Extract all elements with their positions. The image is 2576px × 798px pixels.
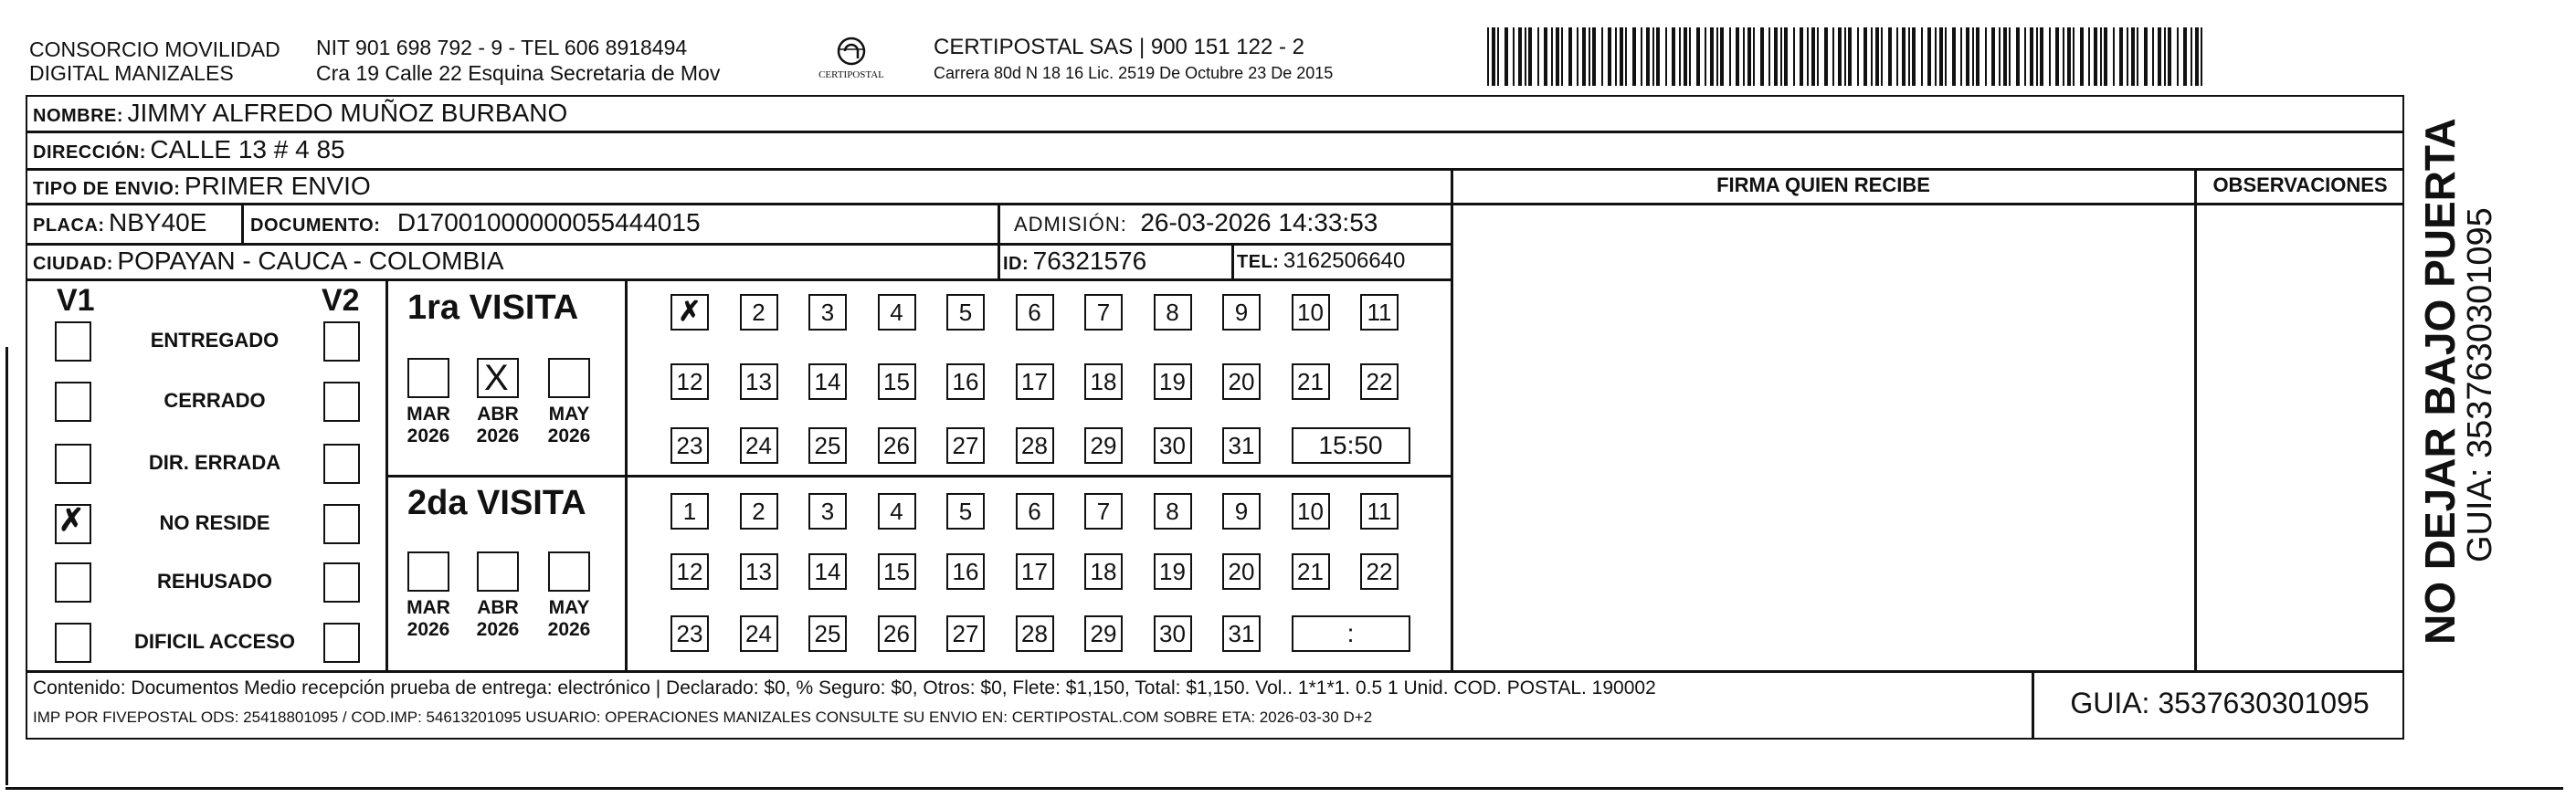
day-checkbox[interactable] <box>1222 294 1261 331</box>
day-number: 27 <box>952 432 979 459</box>
v2-checkbox[interactable] <box>323 562 360 603</box>
day-number: 21 <box>1297 558 1324 585</box>
courier-name: CERTIPOSTAL SAS | 900 151 122 - 2 <box>934 35 1304 59</box>
day-number: 2 <box>752 498 765 525</box>
day-number: 22 <box>1366 558 1393 585</box>
footer-imp: IMP POR FIVEPOSTAL ODS: 25418801095 / COD.IMP: 54613201095 USUARIO: OPERACIONES MANIZALES CONSULTE SU ENVIO EN: CERTIPOSTAL.COM SOBRE ETA: 2026-03-30 D+2 <box>33 709 1373 726</box>
admision-value: 26-03-2026 14:33:53 <box>1140 208 1378 236</box>
day-checkbox[interactable] <box>946 553 985 590</box>
row-divider <box>26 670 2404 673</box>
day-checkbox[interactable] <box>878 427 916 464</box>
visit-time-field[interactable]: : <box>1292 615 1410 652</box>
day-number: 20 <box>1228 558 1255 585</box>
reason-label: DIFICIL ACCESO <box>133 630 295 653</box>
day-number: 8 <box>1166 498 1179 525</box>
day-number: 11 <box>1367 299 1392 326</box>
row-divider <box>26 168 2404 171</box>
day-number: 25 <box>814 432 841 459</box>
row-divider <box>26 278 1451 281</box>
day-checkbox[interactable] <box>1292 294 1330 331</box>
ciudad-cell <box>33 247 504 276</box>
month-checkbox[interactable] <box>548 358 590 398</box>
reason-label: ENTREGADO <box>150 329 280 352</box>
day-number: 3 <box>820 299 835 326</box>
day-checkbox[interactable] <box>1084 615 1123 652</box>
day-number: 25 <box>814 620 841 647</box>
day-number: 27 <box>952 620 979 647</box>
documento-cell <box>250 208 701 237</box>
day-number: 13 <box>745 368 772 395</box>
visit1-title: 1ra VISITA <box>407 289 579 327</box>
visit2-title: 2da VISITA <box>407 484 586 522</box>
day-number: 16 <box>952 368 979 395</box>
day-number: 20 <box>1228 368 1255 395</box>
month-checkbox[interactable] <box>407 358 449 398</box>
v2-checkbox[interactable] <box>323 321 360 362</box>
v2-checkbox[interactable] <box>323 382 360 422</box>
year-label: 2026 <box>406 619 450 640</box>
check-mark-icon: ✗ <box>58 503 85 538</box>
day-checkbox[interactable] <box>740 294 778 331</box>
ciudad-label: CIUDAD: <box>33 254 113 274</box>
year-label: 2026 <box>547 425 591 446</box>
day-checkbox[interactable] <box>946 294 985 331</box>
day-checkbox[interactable] <box>1084 294 1123 331</box>
day-number: 19 <box>1159 368 1186 395</box>
certipostal-logo-icon <box>815 31 888 89</box>
day-number: 13 <box>745 558 772 585</box>
day-number: 10 <box>1297 498 1324 525</box>
day-checkbox[interactable] <box>670 615 709 652</box>
col-divider <box>241 203 244 243</box>
day-checkbox[interactable] <box>1154 553 1192 590</box>
day-number: 29 <box>1090 432 1117 459</box>
day-number: 26 <box>883 620 910 647</box>
day-number: 22 <box>1366 368 1393 395</box>
day-number: 21 <box>1297 368 1324 395</box>
nombre-label: NOMBRE: <box>33 106 124 126</box>
reason-label: NO RESIDE <box>159 511 270 534</box>
logo-text: CERTIPOSTAL <box>818 69 884 80</box>
day-checkbox[interactable] <box>1016 363 1054 400</box>
day-number: 23 <box>676 432 703 459</box>
day-number: 30 <box>1159 620 1186 647</box>
day-checkbox[interactable] <box>670 294 709 331</box>
v1-checkbox[interactable] <box>55 382 91 422</box>
day-checkbox[interactable] <box>670 427 709 464</box>
col-divider <box>1231 243 1234 279</box>
day-check-mark: ✗ <box>678 297 702 327</box>
day-checkbox[interactable] <box>808 363 847 400</box>
day-checkbox[interactable] <box>1222 363 1261 400</box>
day-checkbox[interactable] <box>1016 427 1054 464</box>
day-number: 4 <box>890 498 903 525</box>
day-checkbox[interactable] <box>1084 363 1123 400</box>
documento-value: D17001000000055444015 <box>396 208 701 236</box>
sender-company-line1: CONSORCIO MOVILIDAD <box>29 37 280 61</box>
day-number: 6 <box>1028 299 1041 326</box>
day-number: 24 <box>745 432 772 459</box>
row-divider <box>385 475 1451 478</box>
v1-checkbox[interactable] <box>55 321 91 362</box>
id-label: ID: <box>1003 254 1029 274</box>
day-number: 7 <box>1096 498 1111 525</box>
sender-nit: NIT 901 698 792 - 9 - TEL 606 8918494 <box>316 36 688 59</box>
day-number: 17 <box>1021 558 1048 585</box>
row-divider <box>26 131 2404 133</box>
v2-checkbox[interactable] <box>323 623 360 663</box>
tipo-envio-row <box>33 172 371 201</box>
v1-header: V1 <box>57 283 95 318</box>
day-checkbox[interactable] <box>1084 493 1123 530</box>
day-checkbox[interactable] <box>878 294 916 331</box>
day-checkbox[interactable] <box>1154 294 1192 331</box>
day-number: 10 <box>1297 299 1324 326</box>
documento-label: DOCUMENTO: <box>250 215 381 236</box>
tel-cell <box>1237 248 1405 274</box>
v1-checkbox[interactable] <box>55 562 91 603</box>
day-checkbox[interactable] <box>808 553 847 590</box>
barcode <box>1485 27 2216 89</box>
month-checkbox[interactable] <box>548 551 590 592</box>
day-checkbox[interactable] <box>1292 493 1330 530</box>
v1-checkbox[interactable] <box>55 444 91 484</box>
day-number: 2 <box>752 299 765 326</box>
col-divider <box>1451 168 1453 670</box>
direccion-row <box>33 135 345 164</box>
observations-area[interactable] <box>2200 206 2401 667</box>
day-checkbox[interactable] <box>740 553 778 590</box>
bottom-edge-line <box>5 787 2563 790</box>
day-number: 7 <box>1096 299 1111 326</box>
month-label: MAY <box>548 404 590 425</box>
day-checkbox[interactable] <box>946 363 985 400</box>
ciudad-value: POPAYAN - CAUCA - COLOMBIA <box>117 247 504 275</box>
footer-contenido: Contenido: Documentos Medio recepción prueba de entrega: electrónico | Declarado: $0, % Seguro: $0, Otros: $0, Flete: $1,150, Total: $1,150. Vol.. 1*1*1. 0.5 1 Unid. COD. POSTAL. 190002 <box>33 677 1656 698</box>
day-checkbox[interactable] <box>878 493 916 530</box>
year-label: 2026 <box>476 619 520 640</box>
col-divider <box>998 203 1000 279</box>
day-checkbox[interactable] <box>946 615 985 652</box>
day-number: 4 <box>890 299 903 326</box>
day-checkbox[interactable] <box>1360 553 1399 590</box>
v1-checkbox[interactable] <box>55 623 91 663</box>
visit-time-field[interactable]: 15:50 <box>1292 427 1410 464</box>
day-checkbox[interactable] <box>1360 294 1399 331</box>
day-number: 12 <box>676 368 703 395</box>
v1-checkbox[interactable] <box>55 504 91 544</box>
col-divider <box>2194 168 2197 670</box>
tel-value: 3162506640 <box>1283 248 1406 273</box>
month-checkbox[interactable] <box>477 551 519 592</box>
day-checkbox[interactable] <box>1154 363 1192 400</box>
day-checkbox[interactable] <box>740 493 778 530</box>
tel-label: TEL: <box>1237 252 1280 272</box>
day-number: 31 <box>1228 620 1255 647</box>
year-label: 2026 <box>476 425 520 446</box>
sender-company-line2: DIGITAL MANIZALES <box>29 61 234 85</box>
day-checkbox[interactable] <box>946 427 985 464</box>
row-divider <box>1451 203 2404 205</box>
id-value: 76321576 <box>1032 247 1147 275</box>
month-label: ABR <box>477 597 519 618</box>
day-checkbox[interactable] <box>1360 363 1399 400</box>
month-label: MAY <box>548 597 590 618</box>
day-checkbox[interactable] <box>1016 294 1054 331</box>
direccion-label: DIRECCIÓN: <box>33 142 146 163</box>
day-number: 16 <box>952 558 979 585</box>
day-checkbox[interactable] <box>1154 427 1192 464</box>
day-checkbox[interactable] <box>740 363 778 400</box>
row-divider <box>26 243 1451 246</box>
day-number: 14 <box>814 368 841 395</box>
day-checkbox[interactable] <box>670 493 709 530</box>
day-checkbox[interactable] <box>1292 553 1330 590</box>
day-checkbox[interactable] <box>1016 615 1054 652</box>
month-label: MAR <box>406 404 450 425</box>
tipo-envio-value: PRIMER ENVIO <box>184 172 371 200</box>
day-checkbox[interactable] <box>1084 427 1123 464</box>
day-checkbox[interactable] <box>1016 493 1054 530</box>
day-number: 1 <box>682 498 697 525</box>
firma-header: FIRMA QUIEN RECIBE <box>1716 173 1930 196</box>
nombre-row <box>33 99 567 128</box>
placa-cell <box>33 208 206 237</box>
month-label: ABR <box>477 404 519 425</box>
day-checkbox[interactable] <box>1360 493 1399 530</box>
side-guia: GUIA: 3537630301095 <box>2461 207 2499 562</box>
id-cell <box>1003 247 1146 276</box>
day-number: 14 <box>814 558 841 585</box>
day-number: 28 <box>1021 432 1048 459</box>
barcode-icon <box>1485 27 2216 89</box>
day-number: 28 <box>1021 620 1048 647</box>
tipo-envio-label: TIPO DE ENVIO: <box>33 179 181 199</box>
day-checkbox[interactable] <box>1222 615 1261 652</box>
day-checkbox[interactable] <box>1292 363 1330 400</box>
month-label: MAR <box>406 597 450 618</box>
day-checkbox[interactable] <box>1222 553 1261 590</box>
month-check-mark: X <box>484 358 509 398</box>
day-checkbox[interactable] <box>670 363 709 400</box>
day-number: 30 <box>1159 432 1186 459</box>
observaciones-header: OBSERVACIONES <box>2212 173 2388 196</box>
day-number: 11 <box>1367 498 1392 525</box>
courier-license: Carrera 80d N 18 16 Lic. 2519 De Octubre 23 De 2015 <box>934 64 1334 82</box>
day-number: 9 <box>1234 299 1249 326</box>
day-number: 8 <box>1166 299 1179 326</box>
day-checkbox[interactable] <box>808 427 847 464</box>
day-checkbox[interactable] <box>1222 427 1261 464</box>
admision-cell <box>1014 208 1378 237</box>
day-number: 9 <box>1234 498 1249 525</box>
reason-label: DIR. ERRADA <box>148 451 281 474</box>
day-checkbox[interactable] <box>1154 493 1192 530</box>
day-number: 29 <box>1090 620 1117 647</box>
day-number: 26 <box>883 432 910 459</box>
day-number: 5 <box>958 498 973 525</box>
day-checkbox[interactable] <box>1084 553 1123 590</box>
v2-checkbox[interactable] <box>323 444 360 484</box>
day-number: 31 <box>1228 432 1255 459</box>
v2-header: V2 <box>322 283 360 318</box>
day-checkbox[interactable] <box>878 615 916 652</box>
nombre-value: JIMMY ALFREDO MUÑOZ BURBANO <box>127 99 568 127</box>
day-checkbox[interactable] <box>740 615 778 652</box>
month-checkbox[interactable] <box>477 358 519 398</box>
day-number: 23 <box>676 620 703 647</box>
day-checkbox[interactable] <box>1016 553 1054 590</box>
day-checkbox[interactable] <box>878 553 916 590</box>
month-checkbox[interactable] <box>407 551 449 592</box>
day-number: 18 <box>1090 558 1117 585</box>
placa-value: NBY40E <box>109 208 207 236</box>
day-checkbox[interactable] <box>670 553 709 590</box>
v2-checkbox[interactable] <box>323 504 360 544</box>
year-label: 2026 <box>406 425 450 446</box>
day-number: 17 <box>1021 368 1048 395</box>
day-number: 15 <box>883 368 910 395</box>
day-number: 18 <box>1090 368 1117 395</box>
signature-area[interactable] <box>1456 206 2191 667</box>
day-number: 5 <box>958 299 973 326</box>
edge-mark <box>5 347 8 785</box>
day-checkbox[interactable] <box>808 493 847 530</box>
day-checkbox[interactable] <box>808 294 847 331</box>
day-number: 24 <box>745 620 772 647</box>
year-label: 2026 <box>547 619 591 640</box>
day-number: 12 <box>676 558 703 585</box>
day-checkbox[interactable] <box>740 427 778 464</box>
reason-label: CERRADO <box>164 389 266 412</box>
day-checkbox[interactable] <box>808 615 847 652</box>
admision-label: ADMISIÓN: <box>1014 213 1127 236</box>
day-checkbox[interactable] <box>1222 493 1261 530</box>
day-checkbox[interactable] <box>946 493 985 530</box>
reason-label: REHUSADO <box>157 570 272 593</box>
sender-address: Cra 19 Calle 22 Esquina Secretaria de Mov <box>316 61 721 85</box>
day-number: 6 <box>1028 498 1041 525</box>
placa-label: PLACA: <box>33 215 105 236</box>
direccion-value: CALLE 13 # 4 85 <box>150 135 345 163</box>
day-number: 19 <box>1159 558 1186 585</box>
no-dejar-warning: NO DEJAR BAJO PUERTA <box>2416 118 2464 645</box>
day-number: 15 <box>883 558 910 585</box>
footer-guia: GUIA: 3537630301095 <box>2070 687 2370 719</box>
certipostal-logo <box>815 31 888 89</box>
day-number: 3 <box>820 498 835 525</box>
col-divider <box>2032 670 2034 740</box>
day-checkbox[interactable] <box>878 363 916 400</box>
day-checkbox[interactable] <box>1154 615 1192 652</box>
